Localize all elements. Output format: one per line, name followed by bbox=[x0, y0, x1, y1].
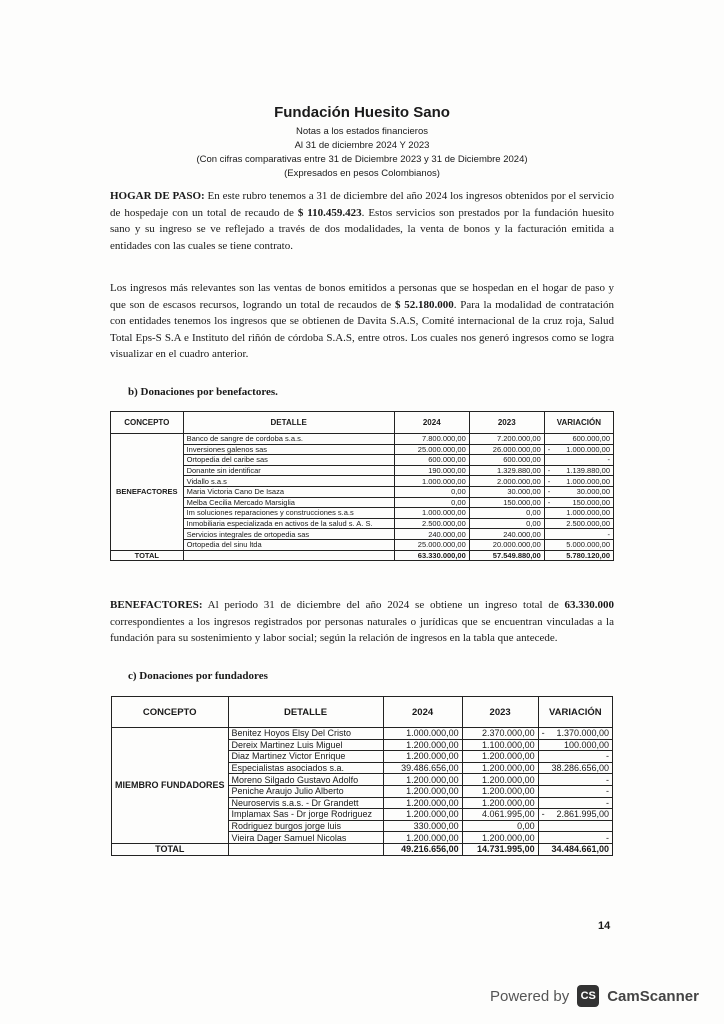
value-2023-cell: 240.000,00 bbox=[469, 529, 544, 540]
camscanner-watermark bbox=[490, 985, 699, 1007]
detalle-cell: Inversiones galenos sas bbox=[183, 444, 394, 455]
benefactores-text2: correspondientes a los ingresos registrados por personas naturales o jurídicas que se encuentran vinculadas a la fundación para su sostenimiento y labor social; según la relación de ingresos en la tabla que antecede. bbox=[110, 615, 614, 644]
detalle-cell: Neuroservis s.a.s. - Dr Grandett bbox=[228, 797, 383, 809]
variacion-value: 1.139.880,00 bbox=[566, 466, 610, 476]
header-concepto: CONCEPTO bbox=[112, 697, 229, 728]
benefactores-paragraph bbox=[110, 597, 614, 647]
total-label: TOTAL bbox=[112, 843, 229, 855]
table-row bbox=[111, 455, 614, 466]
table-row bbox=[111, 539, 614, 550]
detalle-cell: Banco de sangre de cordoba s.a.s. bbox=[183, 434, 394, 445]
benefactores-amount: 63.330.000 bbox=[564, 599, 614, 611]
benefactores-text: Al periodo 31 de diciembre del año 2024 se obtiene un ingreso total de bbox=[202, 599, 565, 611]
sign-mark: - bbox=[547, 466, 551, 476]
variacion-cell bbox=[544, 444, 613, 455]
detalle-cell: Inmobiliaria especializada en activos de la salud s. A. S. bbox=[183, 518, 394, 529]
table-row bbox=[112, 728, 613, 740]
group-label: MIEMBRO FUNDADORES bbox=[112, 728, 229, 844]
header-detalle: DETALLE bbox=[183, 412, 394, 434]
total-2023: 14.731.995,00 bbox=[462, 843, 538, 855]
variacion-value: 1.000.000,00 bbox=[566, 508, 610, 518]
variacion-cell bbox=[544, 434, 613, 445]
variacion-value: - bbox=[606, 797, 609, 808]
value-2023-cell: 1.200.000,00 bbox=[462, 785, 538, 797]
variacion-value: - bbox=[606, 751, 609, 762]
value-2023-cell: 0,00 bbox=[462, 820, 538, 832]
table-row bbox=[111, 444, 614, 455]
header-line: Al 31 de diciembre 2024 Y 2023 bbox=[294, 140, 430, 151]
benefactores-label: BENEFACTORES: bbox=[110, 599, 203, 611]
detalle-cell: Melba Cecilia Mercado Marsiglia bbox=[183, 497, 394, 508]
powered-by-text: Powered by bbox=[490, 987, 570, 1005]
value-2023-cell: 7.200.000,00 bbox=[469, 434, 544, 445]
value-2024-cell: 1.200.000,00 bbox=[383, 832, 462, 844]
ingresos-amount: $ 52.180.000 bbox=[394, 298, 454, 311]
value-2024-cell: 1.000.000,00 bbox=[383, 728, 462, 740]
value-2024-cell: 600.000,00 bbox=[394, 455, 469, 466]
variacion-value: - bbox=[606, 774, 609, 785]
value-2024-cell: 240.000,00 bbox=[394, 529, 469, 540]
ingresos-text: Los ingresos más relevantes son las ventas de bonos emitidos a personas que se hospedan en el hogar de paso y que son de escasos recursos, logrando un total de recaudos de bbox=[110, 282, 614, 311]
total-label: TOTAL bbox=[111, 550, 184, 561]
table-row bbox=[111, 476, 614, 487]
value-2023-cell: 1.200.000,00 bbox=[462, 774, 538, 786]
header-concepto: CONCEPTO bbox=[111, 412, 184, 434]
value-2024-cell: 1.200.000,00 bbox=[383, 751, 462, 763]
value-2023-cell: 1.200.000,00 bbox=[462, 751, 538, 763]
value-2024-cell: 330.000,00 bbox=[383, 820, 462, 832]
header-2024: 2024 bbox=[394, 412, 469, 434]
table-row bbox=[111, 465, 614, 476]
value-2024-cell: 0,00 bbox=[394, 497, 469, 508]
detalle-cell: Moreno Silgado Gustavo Adolfo bbox=[228, 774, 383, 786]
variacion-value: 30.000,00 bbox=[576, 487, 610, 497]
header-detalle: DETALLE bbox=[228, 697, 383, 728]
value-2023-cell: 20.000.000,00 bbox=[469, 539, 544, 550]
variacion-value: 2.861.995,00 bbox=[556, 809, 609, 820]
value-2024-cell: 0,00 bbox=[394, 486, 469, 497]
sign-mark: - bbox=[541, 809, 545, 820]
camscanner-logo-icon: CS bbox=[577, 985, 599, 1007]
total-2023: 57.549.880,00 bbox=[469, 550, 544, 561]
value-2023-cell: 150.000,00 bbox=[469, 497, 544, 508]
page-title: Fundación Huesito Sano bbox=[274, 104, 450, 121]
benefactores-table bbox=[110, 411, 614, 561]
detalle-cell: Rodriguez burgos jorge luis bbox=[228, 820, 383, 832]
variacion-value: 1.000.000,00 bbox=[566, 476, 610, 486]
value-2024-cell: 25.000.000,00 bbox=[394, 539, 469, 550]
variacion-cell bbox=[538, 820, 612, 832]
header-2023: 2023 bbox=[469, 412, 544, 434]
total-variacion: 5.780.120,00 bbox=[544, 550, 613, 561]
value-2024-cell: 1.000.000,00 bbox=[394, 476, 469, 487]
value-2023-cell: 1.200.000,00 bbox=[462, 797, 538, 809]
total-2024: 63.330.000,00 bbox=[394, 550, 469, 561]
variacion-cell bbox=[544, 539, 613, 550]
table-row bbox=[111, 486, 614, 497]
detalle-cell: Benitez Hoyos Elsy Del Cristo bbox=[228, 728, 383, 740]
value-2023-cell: 1.200.000,00 bbox=[462, 762, 538, 774]
variacion-cell bbox=[544, 508, 613, 519]
sign-mark: - bbox=[547, 497, 551, 507]
total-variacion: 34.484.661,00 bbox=[538, 843, 612, 855]
table-row bbox=[111, 518, 614, 529]
variacion-cell bbox=[538, 774, 612, 786]
variacion-cell bbox=[538, 809, 612, 821]
value-2024-cell: 190.000,00 bbox=[394, 465, 469, 476]
hogar-paragraph bbox=[110, 188, 614, 254]
variacion-value: 1.000.000,00 bbox=[566, 444, 610, 454]
value-2024-cell: 1.200.000,00 bbox=[383, 785, 462, 797]
variacion-value: 100.000,00 bbox=[563, 739, 609, 750]
total-row bbox=[112, 843, 613, 855]
detalle-cell: Ortopedia del sinu ltda bbox=[183, 539, 394, 550]
variacion-value: 5.000.000,00 bbox=[566, 540, 610, 550]
variacion-cell bbox=[544, 486, 613, 497]
detalle-cell: Im soluciones reparaciones y construcciones s.a.s bbox=[183, 508, 394, 519]
total-row bbox=[111, 550, 614, 561]
page-number: 14 bbox=[598, 920, 611, 932]
section-b-title: b) Donaciones por benefactores. bbox=[128, 386, 278, 398]
value-2024-cell: 1.000.000,00 bbox=[394, 508, 469, 519]
section-c-title: c) Donaciones por fundadores bbox=[128, 670, 268, 682]
header-variacion: VARIACIÓN bbox=[538, 697, 612, 728]
detalle-cell: Diaz Martinez Victor Enrique bbox=[228, 751, 383, 763]
header-line: Notas a los estados financieros bbox=[295, 126, 429, 137]
value-2024-cell: 1.200.000,00 bbox=[383, 797, 462, 809]
variacion-value: - bbox=[607, 529, 610, 539]
document-header bbox=[0, 104, 724, 181]
table-header-row bbox=[112, 697, 613, 728]
detalle-cell: Ortopedia del caribe sas bbox=[183, 455, 394, 466]
detalle-cell: Dereix Martinez Luis Miguel bbox=[228, 739, 383, 751]
table-row bbox=[111, 508, 614, 519]
value-2023-cell: 0,00 bbox=[469, 508, 544, 519]
hogar-text: En este rubro tenemos a 31 de diciembre del año 2024 los ingresos obtenidos por el servicio de hospedaje con un total de recaudo de bbox=[110, 190, 614, 219]
variacion-cell bbox=[544, 465, 613, 476]
variacion-cell bbox=[544, 497, 613, 508]
total-empty bbox=[183, 550, 394, 561]
value-2023-cell: 1.329.880,00 bbox=[469, 465, 544, 476]
camscanner-brand: CamScanner bbox=[607, 987, 699, 1005]
variacion-cell bbox=[544, 455, 613, 466]
variacion-cell bbox=[538, 728, 612, 740]
header-2024: 2024 bbox=[383, 697, 462, 728]
detalle-cell: Especialistas asociados s.a. bbox=[228, 762, 383, 774]
detalle-cell: Maria Victoria Cano De Isaza bbox=[183, 486, 394, 497]
value-2024-cell: 1.200.000,00 bbox=[383, 809, 462, 821]
value-2024-cell: 39.486.656,00 bbox=[383, 762, 462, 774]
detalle-cell: Servicios integrales de ortopedia sas bbox=[183, 529, 394, 540]
detalle-cell: Donante sin identificar bbox=[183, 465, 394, 476]
value-2024-cell: 25.000.000,00 bbox=[394, 444, 469, 455]
value-2024-cell: 7.800.000,00 bbox=[394, 434, 469, 445]
variacion-cell bbox=[538, 762, 612, 774]
detalle-cell: Vieira Dager Samuel Nicolas bbox=[228, 832, 383, 844]
sign-mark: - bbox=[547, 487, 551, 497]
variacion-cell bbox=[538, 739, 612, 751]
sign-mark: - bbox=[547, 444, 551, 454]
table-row bbox=[111, 497, 614, 508]
variacion-value: 2.500.000,00 bbox=[566, 519, 610, 529]
hogar-text2: . Estos servicios son prestados por la fundación huesito sano y su ingreso se ve reflejado a través de dos modalidades, la venta de bonos y la facturación emitida a entidades con las cuales se tiene contrato. bbox=[110, 206, 614, 252]
variacion-cell bbox=[538, 832, 612, 844]
group-label: BENEFACTORES bbox=[111, 434, 184, 551]
value-2024-cell: 1.200.000,00 bbox=[383, 739, 462, 751]
variacion-value: 600.000,00 bbox=[572, 434, 610, 444]
value-2023-cell: 1.200.000,00 bbox=[462, 832, 538, 844]
value-2023-cell: 0,00 bbox=[469, 518, 544, 529]
variacion-cell bbox=[544, 529, 613, 540]
variacion-value: - bbox=[607, 455, 610, 465]
total-empty bbox=[228, 843, 383, 855]
variacion-cell bbox=[544, 476, 613, 487]
header-line: (Expresados en pesos Colombianos) bbox=[284, 168, 440, 179]
sign-mark: - bbox=[547, 476, 551, 486]
fundadores-table bbox=[111, 696, 613, 856]
detalle-cell: Implamax Sas - Dr jorge Rodriguez bbox=[228, 809, 383, 821]
variacion-value: 150.000,00 bbox=[572, 497, 610, 507]
table-header-row bbox=[111, 412, 614, 434]
ingresos-paragraph bbox=[110, 280, 614, 363]
variacion-cell bbox=[538, 785, 612, 797]
ingresos-text2: . Para la modalidad de contratación con entidades tenemos los ingresos que se obtienen de Davita S.A.S, Comité internacional de la cruz roja, Salud Total Eps-S S.A e Instituto del riñón de córdoba S.A.S, entre otros. Los cuales nos generó ingresos como se logra visualizar en el cuadro anterior. bbox=[110, 298, 614, 360]
hogar-label: HOGAR DE PASO: bbox=[110, 190, 205, 202]
header-line: (Con cifras comparativas entre 31 de Diciembre 2023 y 31 de Diciembre 2024) bbox=[196, 154, 528, 165]
detalle-cell: Vidallo s.a.s bbox=[183, 476, 394, 487]
header-variacion: VARIACIÓN bbox=[544, 412, 613, 434]
header-2023: 2023 bbox=[462, 697, 538, 728]
variacion-cell bbox=[544, 518, 613, 529]
value-2023-cell: 30.000,00 bbox=[469, 486, 544, 497]
value-2024-cell: 2.500.000,00 bbox=[394, 518, 469, 529]
variacion-cell bbox=[538, 797, 612, 809]
detalle-cell: Peniche Araujo Julio Alberto bbox=[228, 785, 383, 797]
variacion-value: 1.370.000,00 bbox=[556, 728, 609, 739]
sign-mark: - bbox=[541, 728, 545, 739]
variacion-cell bbox=[538, 751, 612, 763]
table-row bbox=[111, 529, 614, 540]
value-2023-cell: 1.100.000,00 bbox=[462, 739, 538, 751]
hogar-amount: $ 110.459.423 bbox=[297, 206, 362, 219]
table-row bbox=[111, 434, 614, 445]
variacion-value: 38.286.656,00 bbox=[551, 763, 609, 774]
value-2023-cell: 26.000.000,00 bbox=[469, 444, 544, 455]
total-2024: 49.216.656,00 bbox=[383, 843, 462, 855]
value-2024-cell: 1.200.000,00 bbox=[383, 774, 462, 786]
value-2023-cell: 600.000,00 bbox=[469, 455, 544, 466]
value-2023-cell: 2.370.000,00 bbox=[462, 728, 538, 740]
value-2023-cell: 2.000.000,00 bbox=[469, 476, 544, 487]
variacion-value: - bbox=[606, 832, 609, 843]
variacion-value: - bbox=[606, 786, 609, 797]
value-2023-cell: 4.061.995,00 bbox=[462, 809, 538, 821]
